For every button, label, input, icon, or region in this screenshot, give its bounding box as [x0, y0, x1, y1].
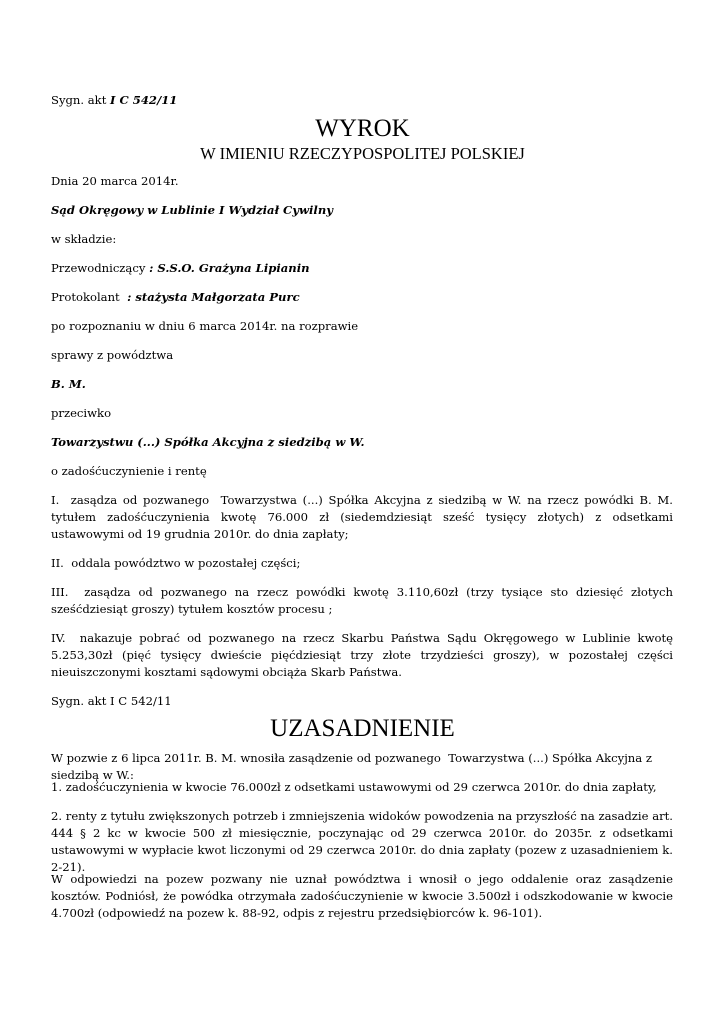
verdict-date: Dnia 20 marca 2014r. [51, 174, 179, 188]
justification-title: UZASADNIENIE [270, 715, 455, 742]
verdict-point-3: III. zasądza od pozwanego na rzecz powódki kwotę 3.110,60zł (trzy tysiące sto dziesięć złotych sześćdziesiąt groszy) tytułem kosztów procesu ; [51, 585, 677, 616]
presiding-judge: Przewodniczący : S.S.O. Grażyna Lipianin [51, 261, 310, 275]
justification-paragraph-2: 1. zadośćuczynienia w kwocie 76.000zł z odsetkami ustawowymi od 29 czerwca 2010r. do dnia zapłaty, [51, 780, 657, 794]
defendant-name: Towarzystwu (...) Spółka Akcyjna z siedzibą w W. [51, 435, 365, 449]
justification-paragraph-4: W odpowiedzi na pozew pozwany nie uznał powództwa i wnosił o jego oddalenie oraz zasądzenie kosztów. Podniósł, że powódka otrzymała zadośćuczynienie w kwocie 3.500zł i odszkodowanie w kwocie 4.700zł (odpowiedź na pozew k. 88-92, odpis z rejestru przedsiębiorców k. 96-101). [51, 872, 673, 920]
justification-signature: Sygn. akt I C 542/11 [51, 694, 172, 708]
court-name: Sąd Okręgowy w Lublinie I Wydział Cywilny [51, 203, 333, 217]
verdict-subtitle: W IMIENIU RZECZYPOSPOLITEJ POLSKIEJ [200, 144, 525, 163]
composition-label: w składzie: [51, 232, 117, 246]
presiding-judge-name: : S.S.O. Grażyna Lipianin [149, 261, 310, 275]
justification-paragraph-1: W pozwie z 6 lipca 2011r. B. M. wnosiła zasądzenie od pozwanego Towarzystwa (...) Spółka Akcyjna z siedzibą w W.: [51, 751, 656, 782]
verdict-point-2: II. oddala powództwo w pozostałej części; [51, 556, 301, 570]
court-clerk-name: : stażysta Małgorzata Purc [127, 290, 300, 304]
verdict-point-4: IV. nakazuje pobrać od pozwanego na rzecz Skarbu Państwa Sądu Okręgowego w Lublinie kwotę 5.253,30zł (pięć tysięcy dwieście pięćdziesiąt trzy złote trzydzieści groszy), w pozostałej części nieuiszczonymi kosztami sądowymi obciąża Skarb Państwa. [51, 631, 677, 679]
case-signature-value: I C 542/11 [110, 93, 178, 107]
against-label: przeciwko [51, 406, 112, 420]
court-clerk: Protokolant : stażysta Małgorzata Purc [51, 290, 300, 304]
case-of-label: sprawy z powództwa [51, 348, 174, 362]
case-subject: o zadośćuczynienie i rentę [51, 464, 207, 478]
verdict-point-1: I. zasądza od pozwanego Towarzystwa (...) Spółka Akcyjna z siedzibą w W. na rzecz powódki B. M. tytułem zadośćuczynienia kwotę 76.000 zł (siedemdziesiąt sześć tysięcy złotych) z odsetkami ustawowymi od 19 grudnia 2010r. do dnia zapłaty; [51, 493, 677, 541]
verdict-title: WYROK [315, 115, 410, 142]
case-signature: Sygn. akt I C 542/11 [51, 93, 178, 107]
hearing-info: po rozpoznaniu w dniu 6 marca 2014r. na rozprawie [51, 319, 359, 333]
justification-paragraph-3: 2. renty z tytułu zwiększonych potrzeb i zmniejszenia widoków powodzenia na przyszłość na zasadzie art. 444 § 2 kc w kwocie 500 zł miesięcznie, poczynając od 29 czerwca 2010r. do 2035r. z odsetkami ustawowymi w wypłacie kwot liczonymi od 29 czerwca 2010r. do dnia zapłaty (pozew z uzasadnieniem k. 2-21). [51, 809, 673, 874]
plaintiff-name: B. M. [51, 377, 86, 391]
